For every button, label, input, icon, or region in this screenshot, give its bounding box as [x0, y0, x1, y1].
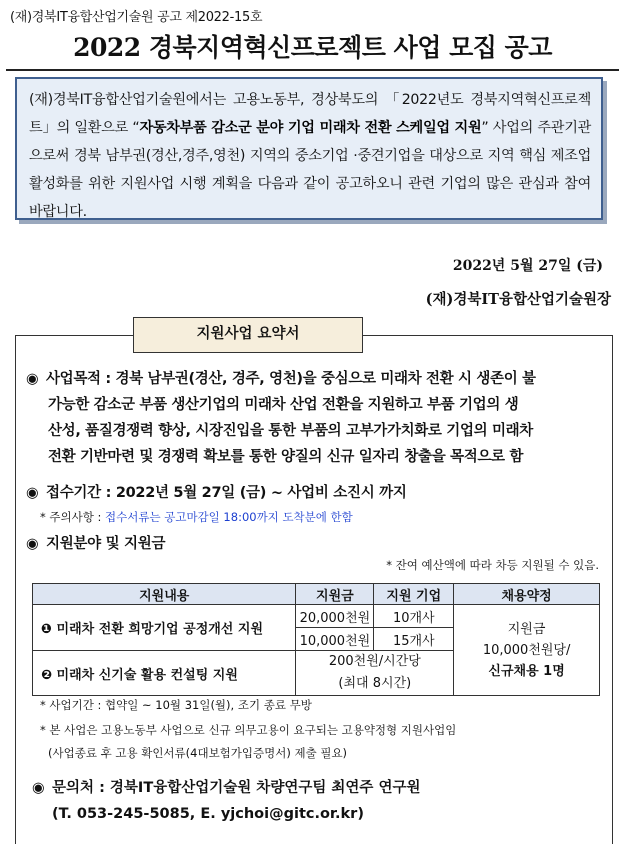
- consulting-amount-cell: [296, 651, 454, 696]
- purpose-line-4: 전환 기반마련 및 경쟁력 확보를 통한 양질의 신규 일자리 창출을 목적으로 함: [48, 449, 524, 465]
- intro-text-part1: (재)경북IT융합산업기술원에서는 고용노동부, 경상북도의 「2022년도 경북지역혁신프로젝트」의 일환으로 “: [29, 92, 591, 136]
- employment-note: * 본 사업은 고용노동부 사업으로 신규 의무고용이 요구되는 고용약정형 지원사업임: [40, 723, 457, 737]
- title-divider: [6, 69, 619, 71]
- purpose-line-1: 경북 남부권(경산, 경주, 영천)을 중심으로 미래차 전환 시 생존이 불: [115, 371, 536, 387]
- intro-text-part2: ” 사업의 주관기관으로써 경북 남부권(경산,경주,영천) 지역의 중소기업 ·중견기업을 대상으로 지역 핵심 제조업 활성화를 위한 지원사업 시행 계획을 다음과 같이 공고하오니 관련 기업의 많은 관심과 참여 바랍니다.: [29, 120, 592, 220]
- purpose-section: [26, 366, 604, 470]
- purpose-line-2: 가능한 감소군 부품 생산기업의 미래차 산업 전환을 지원하고 부품 기업의 생: [48, 397, 519, 413]
- column-header: 지원 기업: [374, 584, 454, 605]
- contact-detail[interactable]: (T. 053-245-5085, E. yjchoi@gitc.or.kr): [52, 806, 364, 822]
- notice-date: 2022년 5월 27일 (금): [452, 258, 603, 274]
- hiring-line-1: 지원금: [507, 621, 546, 637]
- hiring-line-2: 10,000천원당/: [482, 642, 571, 658]
- column-header: 채용약정: [454, 584, 600, 605]
- intro-highlight: 자동차부품 감소군 분야 기업 미래차 전환 스케일업 지원: [139, 120, 482, 136]
- period-line: [26, 481, 407, 502]
- consulting-amount-line-1: 200천원/시간당: [328, 654, 421, 669]
- period-note: * 사업기간 : 협약일 ~ 10월 31일(월), 조기 종료 무방: [40, 698, 312, 712]
- column-header: 지원금: [296, 584, 374, 605]
- column-header: 지원내용: [33, 584, 296, 605]
- caution-text: 접수서류는 공고마감일 18:00까지 도착분에 한함: [105, 510, 353, 524]
- amount-cell: 10,000천원: [296, 628, 374, 651]
- hiring-line-3: 신규채용 1명: [488, 663, 565, 679]
- intro-box: [15, 77, 603, 220]
- bullet-icon: ◉: [26, 536, 39, 552]
- caution-label: * 주의사항 :: [40, 510, 106, 524]
- contact-text: 문의처 : 경북IT융합산업기술원 차량연구팀 최연주 연구원: [52, 780, 421, 796]
- field-heading-line: [26, 532, 165, 553]
- caution-note: [40, 509, 353, 525]
- period-text: 접수기간 : 2022년 5월 27일 (금) ~ 사업비 소진시 까지: [46, 485, 407, 501]
- consulting-amount-line-2: (최대 8시간): [338, 676, 412, 691]
- bullet-icon: ◉: [26, 371, 39, 387]
- bullet-icon: ◉: [26, 485, 39, 501]
- purpose-line-3: 산성, 품질경쟁력 향상, 시장진입을 통한 부품의 고부가가치화로 기업의 미래차: [48, 423, 533, 439]
- support-item-1: ❶ 미래차 전환 희망기업 공정개선 지원: [33, 605, 296, 651]
- bullet-icon: ◉: [32, 780, 45, 796]
- budget-note: * 잔여 예산액에 따라 차등 지원될 수 있음.: [386, 558, 599, 572]
- hiring-cell: [454, 605, 600, 696]
- table-header-row: [33, 584, 600, 605]
- summary-heading: 지원사업 요약서: [133, 317, 363, 353]
- table-row: [33, 605, 600, 628]
- page-title: 2022 경북지역혁신프로젝트 사업 모집 공고: [73, 33, 552, 62]
- issuer-name: (재)경북IT융합산업기술원장: [425, 291, 611, 308]
- field-heading: 지원분야 및 지원금: [46, 536, 166, 552]
- support-item-2: ❷ 미래차 신기술 활용 컨설팅 지원: [33, 651, 296, 696]
- count-cell: 10개사: [374, 605, 454, 628]
- contact-line: [32, 776, 420, 797]
- count-cell: 15개사: [374, 628, 454, 651]
- notice-number: (재)경북IT융합산업기술원 공고 제2022-15호: [10, 10, 263, 25]
- support-table: [32, 583, 600, 696]
- purpose-label: 사업목적 :: [46, 371, 116, 387]
- amount-cell: 20,000천원: [296, 605, 374, 628]
- employment-subnote: (사업종료 후 고용 확인서류(4대보험가입증명서) 제출 필요): [48, 746, 348, 760]
